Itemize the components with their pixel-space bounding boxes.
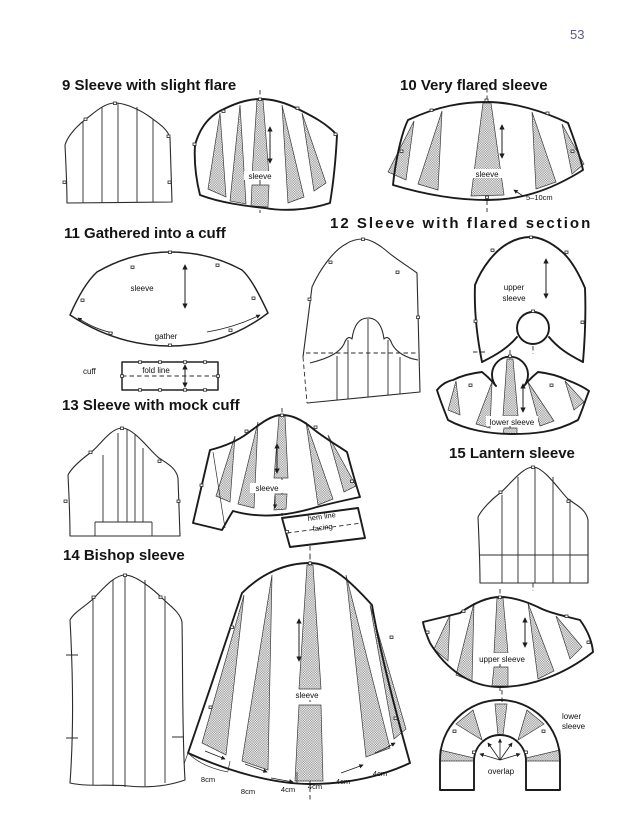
notches (474, 236, 584, 324)
measure-4cm-3: 4cm (335, 777, 351, 786)
diagram-9-spread-sleeve (186, 83, 344, 215)
diagram-11-cuff (74, 352, 226, 396)
slash-lines (93, 576, 165, 787)
sleeve-label: sleeve (255, 484, 279, 493)
heading-10: 10 Very flared sleeve (400, 77, 548, 94)
diagram-11-gathered-sleeve (58, 246, 276, 354)
sleeve-label: sleeve (295, 691, 319, 700)
notches (64, 427, 180, 503)
slash-lines (103, 429, 143, 522)
grain-dashed-line (282, 408, 310, 564)
gather-arrow-left (78, 318, 113, 333)
flare-wedges (202, 565, 406, 781)
sleeve-outline (303, 239, 420, 403)
facing-label: facing (312, 521, 334, 534)
upper-sleeve-label-2: sleeve (502, 294, 526, 303)
sleeve-label: sleeve (248, 172, 272, 181)
spread-arrow (514, 190, 523, 196)
diagram-13-spread-sleeve (186, 406, 370, 566)
hem-line-label: hem line (306, 510, 337, 523)
heading-12: 12 Sleeve with flared section (330, 215, 593, 232)
heading-9: 9 Sleeve with slight flare (62, 77, 237, 94)
overlap-label: overlap (487, 767, 515, 776)
lower-sleeve-label-1: lower (562, 712, 582, 721)
upper-sleeve-label-1: upper (503, 283, 525, 292)
diagram-15-lower-sleeve (432, 690, 600, 794)
measure-4cm-2: 4cm (307, 782, 323, 791)
sleeve-label: sleeve (130, 284, 154, 293)
upper-sleeve-label: upper sleeve (479, 655, 525, 664)
fold-line-label: fold line (142, 366, 170, 375)
hem-facing-piece (282, 508, 365, 547)
notches (308, 238, 420, 319)
measure-4cm-4: 4cm (372, 769, 388, 778)
flare-wedges (208, 100, 326, 207)
knob-outline (517, 312, 549, 344)
gather-label: gather (154, 332, 178, 341)
lower-sleeve-label-2: sleeve (562, 722, 586, 731)
measure-8cm-1: 8cm (200, 775, 216, 784)
sleeve-outline (68, 428, 180, 536)
heading-14: 14 Bishop sleeve (63, 547, 185, 564)
dashed-left-edge (303, 357, 307, 403)
diagram-10-very-flared-sleeve (378, 84, 590, 214)
slash-lines (502, 468, 570, 583)
slash-lines (337, 319, 400, 400)
spread-measure-label: 5–10cm (526, 193, 553, 202)
sleeve-label: sleeve (475, 170, 499, 179)
diagram-15-upper-sleeve (416, 589, 600, 693)
diagram-13-base-sleeve (56, 420, 190, 542)
measure-4cm-1: 4cm (280, 785, 296, 794)
diagram-12-base-sleeve (296, 236, 428, 408)
page-number: 53 (570, 27, 585, 42)
cuff-label: cuff (83, 367, 96, 376)
diagram-9-base-sleeve (50, 95, 180, 210)
sleeve-outline (63, 102, 172, 203)
sleeve-outline (478, 467, 588, 583)
heading-11: 11 Gathered into a cuff (64, 225, 226, 242)
flare-wedges (216, 416, 356, 510)
diagram-14-spread-sleeve (160, 553, 422, 803)
diagram-15-base-sleeve (470, 461, 598, 591)
heading-15: 15 Lantern sleeve (449, 445, 575, 462)
scallop-cut-line (310, 318, 418, 363)
notches (92, 574, 162, 599)
measure-8cm-2: 8cm (240, 787, 256, 796)
lower-sleeve-label: lower sleeve (489, 418, 535, 427)
mock-cuff-step (95, 522, 152, 536)
heading-13: 13 Sleeve with mock cuff (62, 397, 240, 414)
diagram-12-lower-sleeve (432, 350, 598, 440)
overlap-arrows (480, 739, 520, 760)
